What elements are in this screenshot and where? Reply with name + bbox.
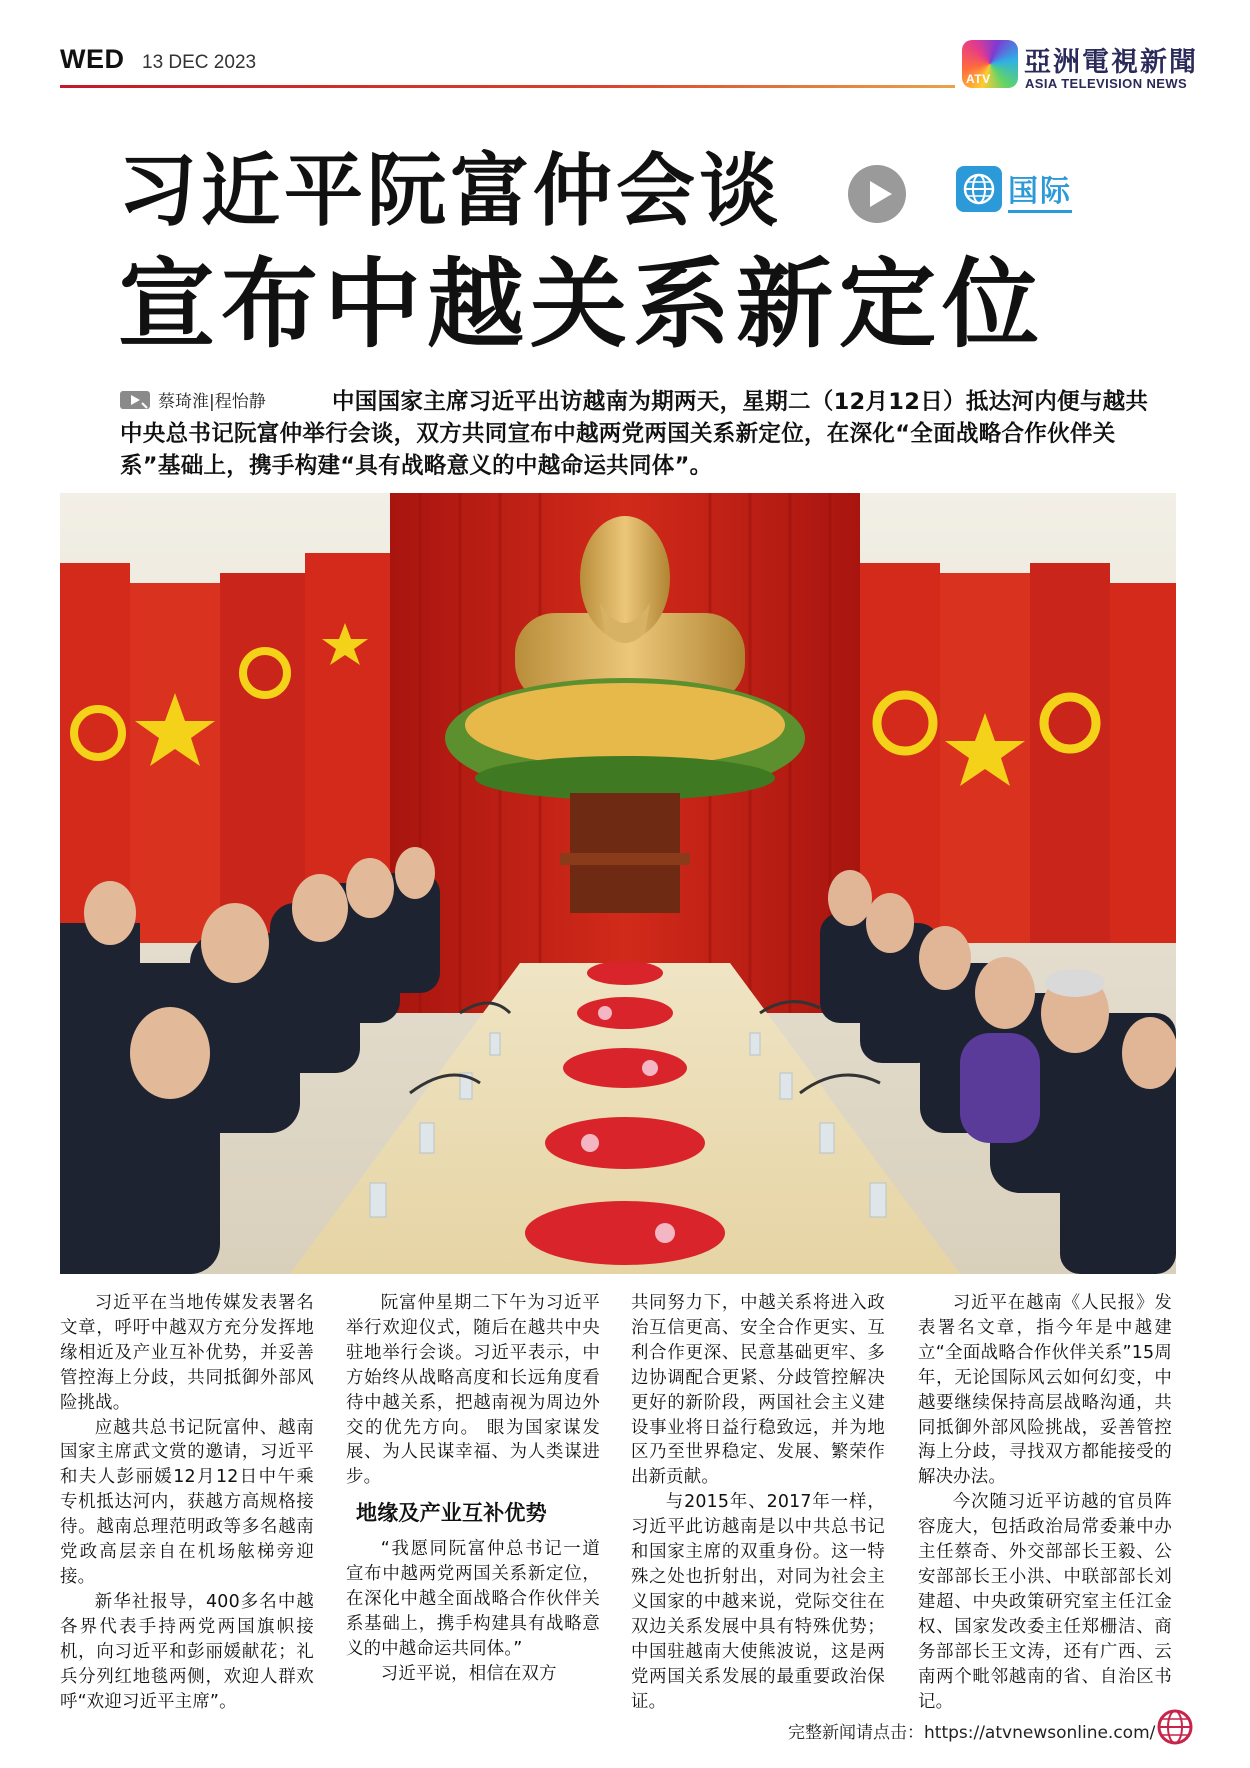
paragraph: 新华社报导，400多名中越各界代表手持两党两国旗帜接机，向习近平和彭丽媛献花；礼兵分列红地毯两侧，欢迎人群欢呼“欢迎习近平主席”。 (60, 1591, 314, 1712)
paragraph: 习近平在当地传媒发表署名文章，呼吁中越双方充分发挥地缘相近及产业互补优势，并妥善管控海上分歧，共同抵御外部风险挑战。 (60, 1293, 314, 1413)
byline (120, 387, 266, 412)
paragraph: “我愿同阮富仲总书记一道宣布中越两党两国关系新定位，在深化中越全面战略合作伙伴关系基础上，携手构建具有战略意义的中越命运共同体。” (346, 1539, 600, 1659)
video-camera-icon (120, 389, 152, 411)
paragraph: 习近平在越南《人民报》发表署名文章，指今年是中越建立“全面战略合作伙伴关系”15周年，无论国际风云如何幻变，中越要继续保持高层战略沟通，共同抵御外部风险挑战，妥善管控海上分歧，寻找双方都能接受的解决办法。 (918, 1293, 1172, 1488)
logo-badge-text: ATV (966, 72, 991, 86)
paragraph: 习近平说，相信在双方 (380, 1663, 557, 1684)
play-video-button[interactable] (848, 165, 906, 223)
issue-date: 13 DEC 2023 (142, 52, 257, 73)
paragraph: 共同努力下，中越关系将进入政治互信更高、安全合作更实、互利合作更深、民意基础更牢、多边协调配合更紧、分歧管控解决更好的新阶段，两国社会主义建设事业将日益行稳致远，并为地区乃至世界稳定、发展、繁荣作出新贡献。 (631, 1293, 885, 1488)
paragraph: 阮富仲星期二下午为习近平举行欢迎仪式，随后在越共中央驻地举行会谈。习近平表示，中方始终从战略高度和长远角度看待中越关系，把越南视为周边外交的优先方向。 眼为国家谋发展、为人民谋幸福、为人类谋进步。 (346, 1293, 600, 1488)
byline-authors: 蔡琦淮|程怡静 (158, 392, 266, 412)
paragraph: 今次随习近平访越的官员阵容庞大，包括政治局常委兼中办主任蔡奇、外交部部长王毅、公安部部长王小洪、中联部部长刘建超、中央政策研究室主任江金权、国家发改委主任郑栅洁、商务部部长王文涛，还有广西、云南两个毗邻越南的省、自治区书记。 (918, 1492, 1172, 1712)
paragraph: 与2015年、2017年一样，习近平此访越南是以中共总书记和国家主席的双重身份。这一特殊之处也折射出，对同为社会主义国家的中越来说，党际交往在双边关系发展中具有特殊优势；中国驻越南大使熊波说，这是两党两国关系发展的最重要政治保证。 (631, 1492, 885, 1712)
brand-name-english: ASIA TELEVISION NEWS (1025, 76, 1188, 91)
full-news-link[interactable]: 完整新闻请点击：https://atvnewsonline.com/ (788, 1723, 1156, 1743)
header-divider (60, 85, 955, 88)
category-label: 国际 (1008, 166, 1072, 213)
article-column-4 (918, 1291, 1172, 1714)
meeting-photo (60, 493, 1176, 1274)
paragraph: 应越共总书记阮富仲、越南国家主席武文赏的邀请，习近平和夫人彭丽媛12月12日中午乘专机抵达河内，获越方高规格接待。越南总理范明政等多名越南党政高层亲自在机场舷梯旁迎接。 (60, 1417, 314, 1587)
atv-news-globe-icon[interactable] (1156, 1708, 1194, 1746)
globe-icon (956, 166, 1002, 212)
article-column-2 (346, 1291, 600, 1687)
section-subheading: 地缘及产业互补优势 (356, 1501, 547, 1526)
article-column-3 (631, 1291, 885, 1714)
weekday: WED (60, 44, 125, 74)
brand-name-chinese: 亞洲電視新聞 (1024, 47, 1198, 78)
headline-line-1: 习近平阮富仲会谈 (118, 145, 782, 237)
category-badge[interactable] (956, 164, 1082, 214)
article-column-1 (60, 1291, 314, 1714)
headline-line-2: 宣布中越关系新定位 (118, 248, 1045, 361)
lede-paragraph: 中国国家主席习近平出访越南为期两天，星期二（12月12日）抵达河内便与越共中央总书记阮富仲举行会谈，双方共同宣布中越两党两国关系新定位，在深化“全面战略合作伙伴关系”基础上，携手构建“具有战略意义的中越命运共同体”。 (120, 389, 1149, 479)
